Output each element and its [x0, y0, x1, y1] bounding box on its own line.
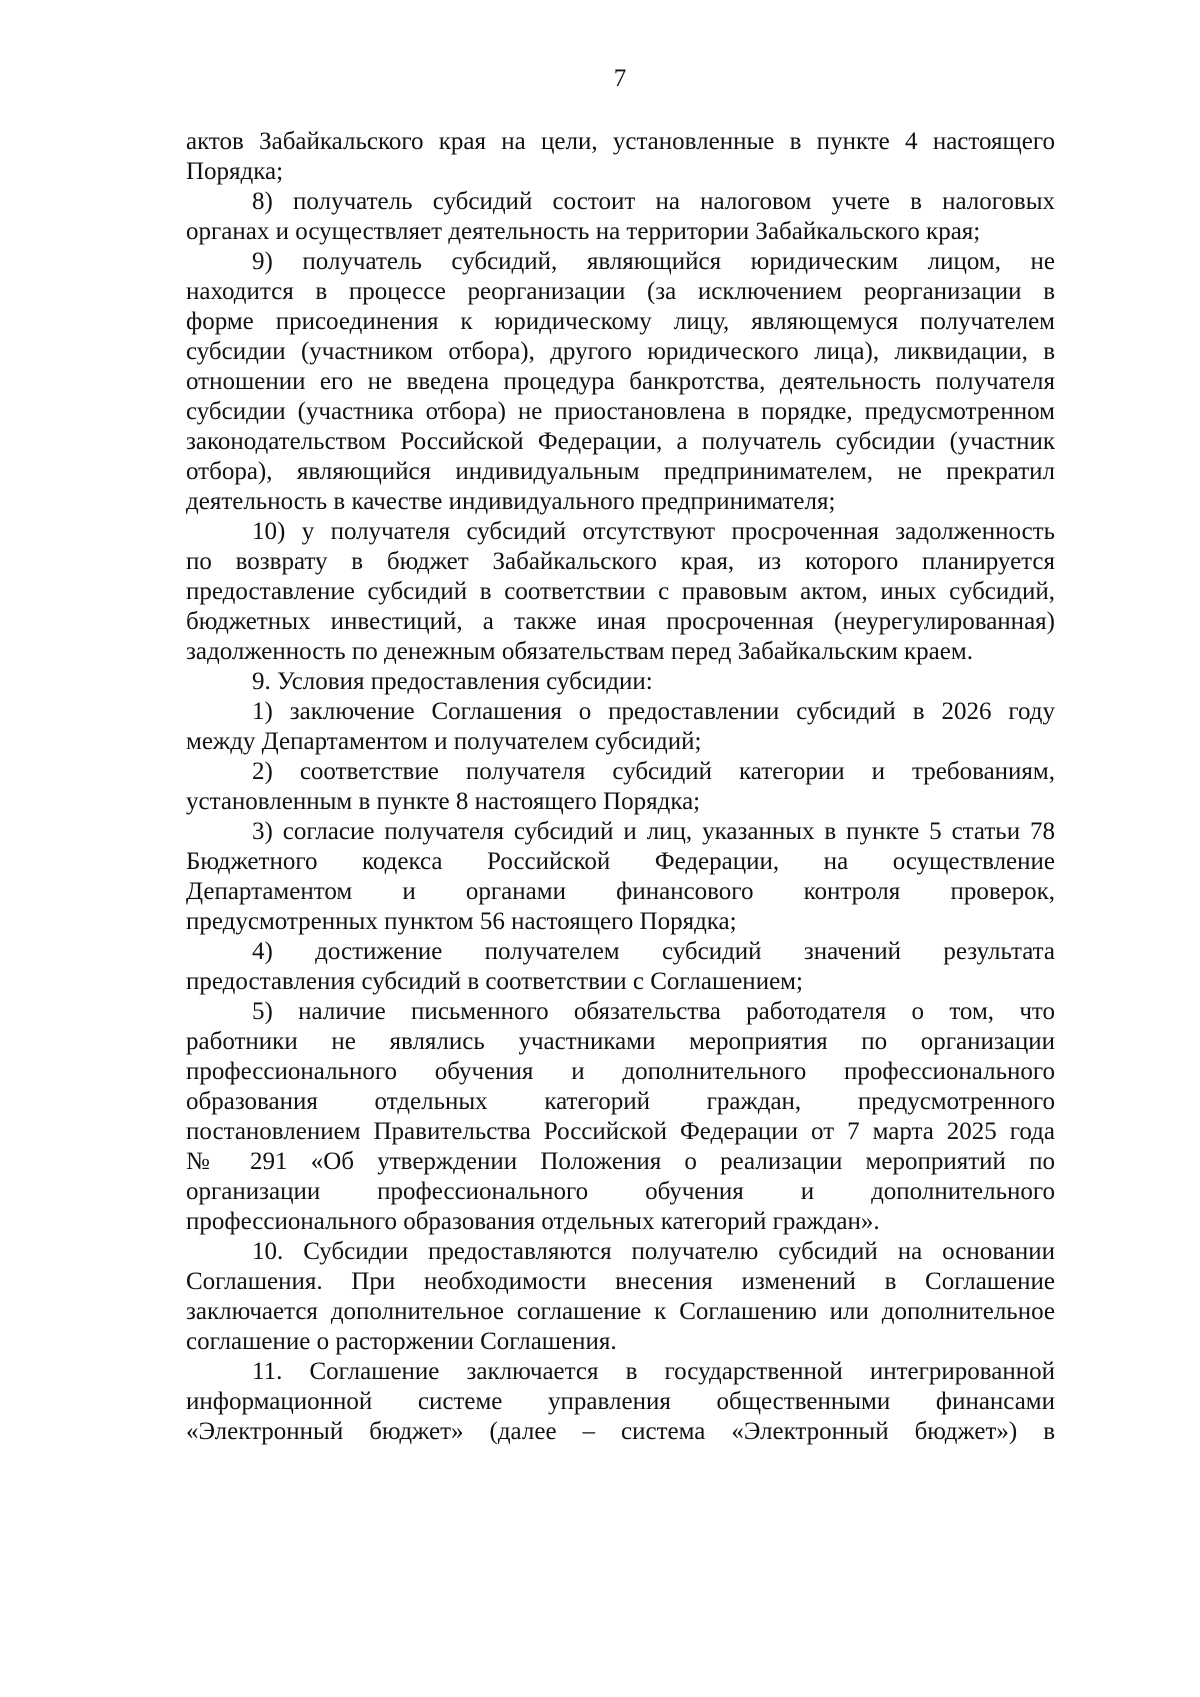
text-line: организации профессионального обучения и дополнительного — [186, 1178, 1055, 1205]
text-line: образования отдельных категорий граждан, предусмотренного — [186, 1088, 1055, 1115]
page-number: 7 — [613, 65, 627, 92]
text-line: предоставления субсидий в соответствии с Соглашением; — [186, 968, 803, 995]
text-line: субсидии (участника отбора) не приостановлена в порядке, предусмотренном — [186, 398, 1055, 425]
text-line: 5) наличие письменного обязательства работодателя о том, что — [252, 998, 1055, 1025]
document-body — [186, 127, 1055, 1447]
text-line: соглашение о расторжении Соглашения. — [186, 1328, 617, 1355]
text-line: задолженность по денежным обязательствам перед Забайкальским краем. — [186, 638, 973, 665]
text-line: деятельность в качестве индивидуального предпринимателя; — [186, 488, 836, 515]
text-line: постановлением Правительства Российской Федерации от 7 марта 2025 года — [186, 1118, 1055, 1145]
text-line: органах и осуществляет деятельность на территории Забайкальского края; — [186, 218, 981, 245]
text-line: Бюджетного кодекса Российской Федерации, на осуществление — [186, 848, 1055, 875]
text-line: 10) у получателя субсидий отсутствуют просроченная задолженность — [252, 518, 1055, 545]
text-line: по возврату в бюджет Забайкальского края, из которого планируется — [186, 548, 1055, 575]
text-line: № 291 «Об утверждении Положения о реализации мероприятий по — [186, 1148, 1055, 1175]
text-line: «Электронный бюджет» (далее – система «Электронный бюджет») в — [186, 1418, 1055, 1445]
text-line: Соглашения. При необходимости внесения изменений в Соглашение — [186, 1268, 1055, 1295]
text-line: 10. Субсидии предоставляются получателю субсидий на основании — [252, 1238, 1055, 1265]
text-line: форме присоединения к юридическому лицу, являющемуся получателем — [186, 308, 1055, 335]
text-line: Департаментом и органами финансового контроля проверок, — [186, 878, 1055, 905]
text-line: заключается дополнительное соглашение к Соглашению или дополнительное — [186, 1298, 1055, 1325]
text-line: законодательством Российской Федерации, а получатель субсидии (участник — [186, 428, 1055, 455]
text-line: бюджетных инвестиций, а также иная просроченная (неурегулированная) — [186, 608, 1055, 635]
text-line: профессионального образования отдельных категорий граждан». — [186, 1208, 880, 1235]
text-line: 1) заключение Соглашения о предоставлении субсидий в 2026 году — [252, 698, 1055, 725]
text-line: информационной системе управления общественными финансами — [186, 1388, 1055, 1415]
text-line: Порядка; — [186, 158, 284, 185]
text-line: 9. Условия предоставления субсидии: — [252, 668, 653, 695]
text-line: 8) получатель субсидий состоит на налоговом учете в налоговых — [252, 188, 1055, 215]
text-line: находится в процессе реорганизации (за исключением реорганизации в — [186, 278, 1055, 305]
text-line: 9) получатель субсидий, являющийся юридическим лицом, не — [252, 248, 1055, 275]
text-line: субсидии (участником отбора), другого юридического лица), ликвидации, в — [186, 338, 1055, 365]
text-line: работники не являлись участниками мероприятия по организации — [186, 1028, 1055, 1055]
text-line: 2) соответствие получателя субсидий категории и требованиям, — [252, 758, 1055, 785]
text-line: актов Забайкальского края на цели, установленные в пункте 4 настоящего — [186, 128, 1055, 155]
text-line: предусмотренных пунктом 56 настоящего Порядка; — [186, 908, 737, 935]
text-line: 4) достижение получателем субсидий значений результата — [252, 938, 1055, 965]
text-line: между Департаментом и получателем субсидий; — [186, 728, 702, 755]
text-line: 3) согласие получателя субсидий и лиц, указанных в пункте 5 статьи 78 — [252, 818, 1055, 845]
text-line: отношении его не введена процедура банкротства, деятельность получателя — [186, 368, 1055, 395]
text-line: профессионального обучения и дополнительного профессионального — [186, 1058, 1055, 1085]
text-line: отбора), являющийся индивидуальным предпринимателем, не прекратил — [186, 458, 1055, 485]
text-line: установленным в пункте 8 настоящего Порядка; — [186, 788, 701, 815]
text-line: 11. Соглашение заключается в государственной интегрированной — [252, 1358, 1055, 1385]
text-line: предоставление субсидий в соответствии с правовым актом, иных субсидий, — [186, 578, 1055, 605]
